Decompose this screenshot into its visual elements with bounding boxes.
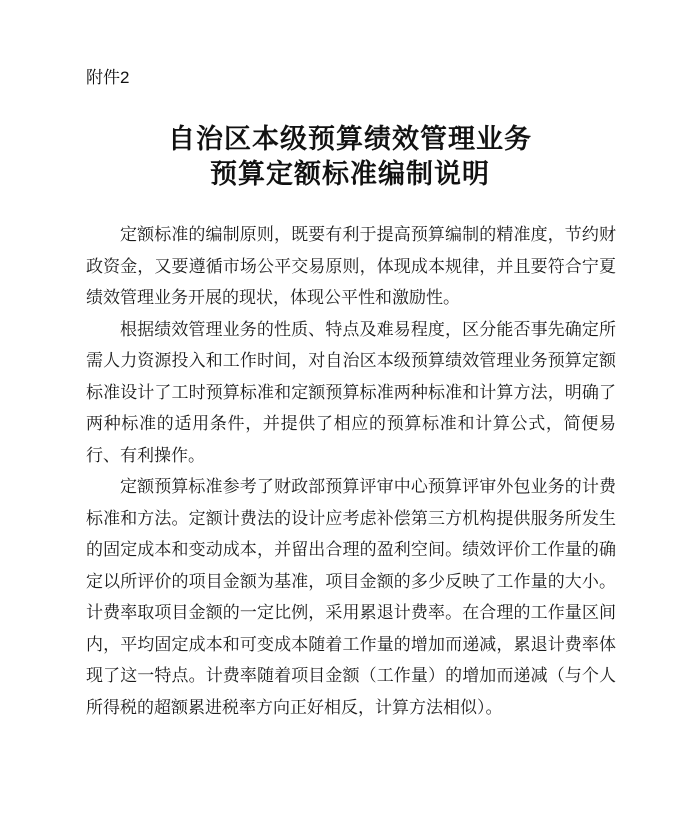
document-title-line-2: 预算定额标准编制说明	[210, 159, 490, 190]
document-title-line-1: 自治区本级预算绩效管理业务	[168, 124, 532, 155]
paragraph-3: 定额预算标准参考了财政部预算评审中心预算评审外包业务的计费标准和方法。定额计费法的设计应考虑补偿第三方机构提供服务所发生的固定成本和变动成本，并留出合理的盈利空间。绩效评价工作量的确定以所评价的项目金额为基准，项目金额的多少反映了工作量的大小。计费率取项目金额的一定比例，采用累退计费率。在合理的工作量区间内，平均固定成本和可变成本随着工作量的增加而递减，累退计费率体现了这一特点。计费率随着项目金额（工作量）的增加而递减（与个人所得税的超额累进税率方向正好相反，计算方法相似）。	[86, 477, 616, 718]
attachment-label: 附件2	[86, 68, 130, 87]
document-body	[86, 220, 616, 724]
paragraph-2: 根据绩效管理业务的性质、特点及难易程度，区分能否事先确定所需人力资源投入和工作时间，对自治区本级预算绩效管理业务预算定额标准设计了工时预算标准和定额预算标准两种标准和计算方法，明确了两种标准的适用条件，并提供了相应的预算标准和计算公式，简便易行、有利操作。	[86, 319, 616, 466]
paragraph-1: 定额标准的编制原则，既要有利于提高预算编制的精准度，节约财政资金，又要遵循市场公平交易原则，体现成本规律，并且要符合宁夏绩效管理业务开展的现状，体现公平性和激励性。	[86, 225, 616, 308]
